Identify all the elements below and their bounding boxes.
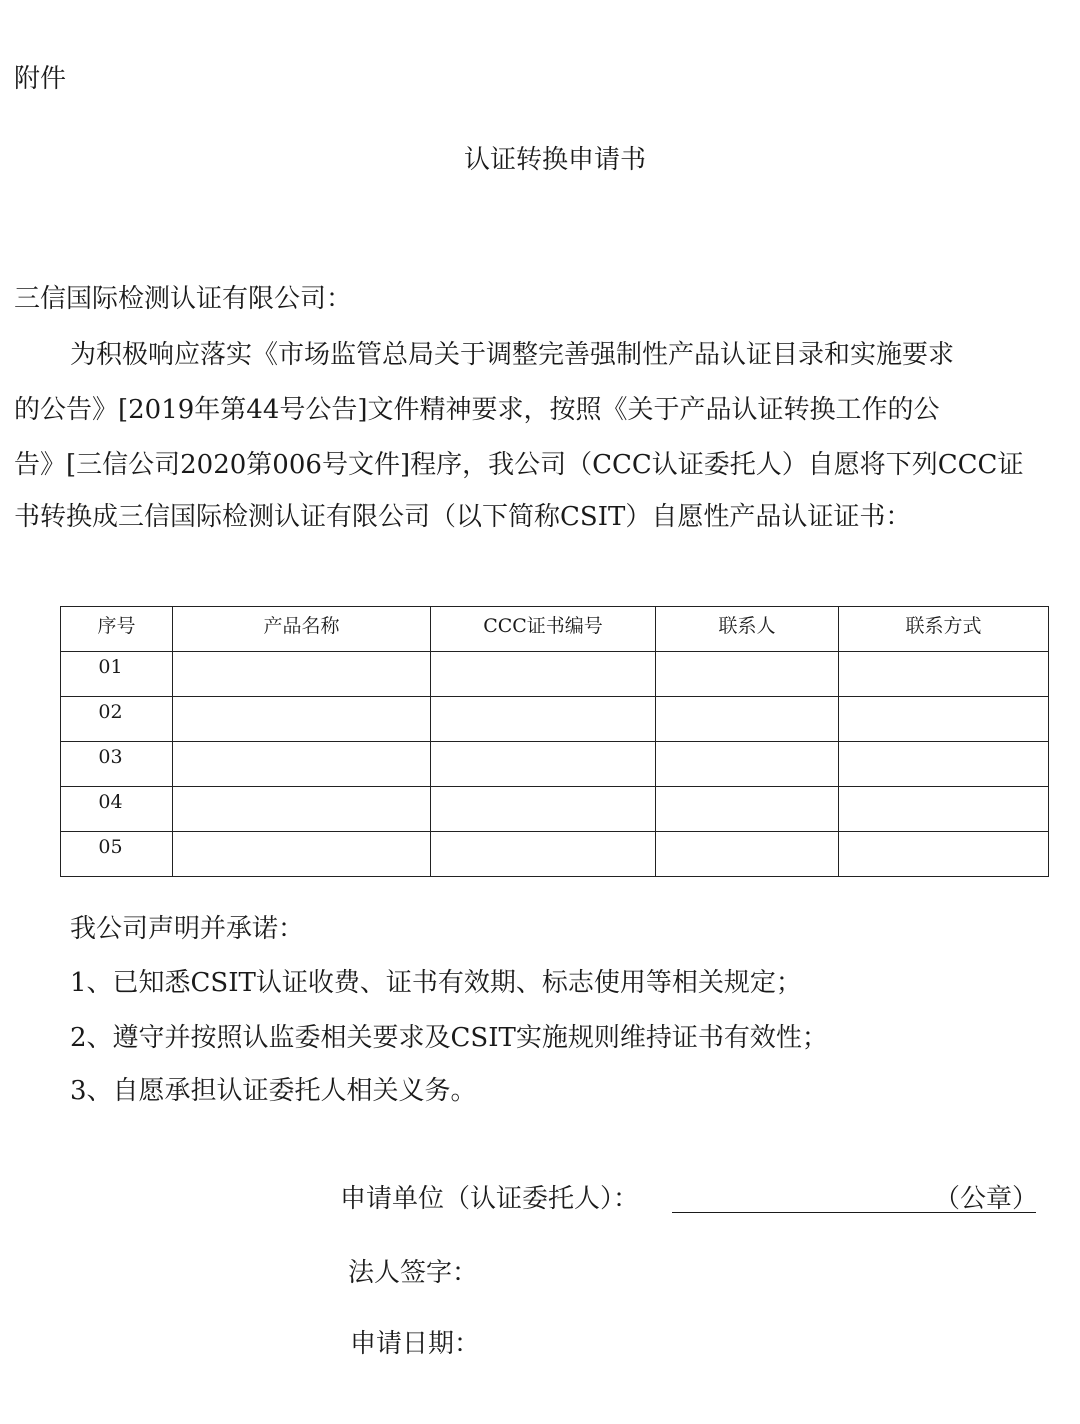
contact-person-cell[interactable] bbox=[656, 652, 839, 697]
cert-number-cell[interactable] bbox=[431, 832, 656, 877]
cert-number-cell[interactable] bbox=[431, 697, 656, 742]
contact-method-cell[interactable] bbox=[839, 652, 1049, 697]
column-header-contact-method: 联系方式 bbox=[839, 607, 1049, 652]
contact-method-cell[interactable] bbox=[839, 832, 1049, 877]
application-date-label: 申请日期： bbox=[350, 1329, 481, 1359]
table-row bbox=[61, 697, 1049, 742]
declaration-item: 1、已知悉CSIT认证收费、证书有效期、标志使用等相关规定； bbox=[70, 968, 802, 998]
certificate-table bbox=[60, 606, 1049, 877]
applicant-label: 申请单位（认证委托人）： bbox=[340, 1184, 640, 1214]
legal-signature-label: 法人签字： bbox=[348, 1258, 479, 1288]
table-row bbox=[61, 652, 1049, 697]
row-index-cell: 04 bbox=[61, 787, 173, 832]
cert-number-cell[interactable] bbox=[431, 742, 656, 787]
cert-number-cell[interactable] bbox=[431, 652, 656, 697]
addressee: 三信国际检测认证有限公司： bbox=[14, 284, 353, 314]
column-header-contact-person: 联系人 bbox=[656, 607, 839, 652]
column-header-ccc-cert-number: CCC证书编号 bbox=[431, 607, 656, 652]
row-index-cell: 02 bbox=[61, 697, 173, 742]
row-index-cell: 03 bbox=[61, 742, 173, 787]
paragraph-line: 书转换成三信国际检测认证有限公司（以下简称CSIT）自愿性产品认证证书： bbox=[14, 502, 912, 532]
contact-person-cell[interactable] bbox=[656, 787, 839, 832]
document-title: 认证转换申请书 bbox=[463, 145, 646, 175]
table-row bbox=[61, 832, 1049, 877]
contact-person-cell[interactable] bbox=[656, 697, 839, 742]
product-name-cell[interactable] bbox=[173, 652, 431, 697]
declaration-heading: 我公司声明并承诺： bbox=[70, 914, 305, 944]
seal-note: （公章） bbox=[934, 1184, 1039, 1214]
contact-method-cell[interactable] bbox=[839, 697, 1049, 742]
row-index-cell: 05 bbox=[61, 832, 173, 877]
paragraph-line: 为积极响应落实《市场监管总局关于调整完善强制性产品认证目录和实施要求 bbox=[70, 340, 955, 370]
declaration-item: 3、自愿承担认证委托人相关义务。 bbox=[70, 1076, 477, 1106]
row-index-cell: 01 bbox=[61, 652, 173, 697]
contact-method-cell[interactable] bbox=[839, 787, 1049, 832]
product-name-cell[interactable] bbox=[173, 742, 431, 787]
product-name-cell[interactable] bbox=[173, 787, 431, 832]
attachment-label: 附件 bbox=[14, 64, 67, 94]
column-header-product-name: 产品名称 bbox=[173, 607, 431, 652]
product-name-cell[interactable] bbox=[173, 697, 431, 742]
cert-number-cell[interactable] bbox=[431, 787, 656, 832]
paragraph-line: 的公告》[2019年第44号公告]文件精神要求，按照《关于产品认证转换工作的公 bbox=[14, 395, 940, 425]
paragraph-line: 告》[三信公司2020第006号文件]程序，我公司（CCC认证委托人）自愿将下列CCC证 bbox=[14, 450, 1024, 480]
contact-person-cell[interactable] bbox=[656, 832, 839, 877]
declaration-item: 2、遵守并按照认监委相关要求及CSIT实施规则维持证书有效性； bbox=[70, 1023, 828, 1053]
table-row bbox=[61, 787, 1049, 832]
table-header-row bbox=[61, 607, 1049, 652]
product-name-cell[interactable] bbox=[173, 832, 431, 877]
contact-person-cell[interactable] bbox=[656, 742, 839, 787]
table-row bbox=[61, 742, 1049, 787]
contact-method-cell[interactable] bbox=[839, 742, 1049, 787]
column-header-index: 序号 bbox=[61, 607, 173, 652]
